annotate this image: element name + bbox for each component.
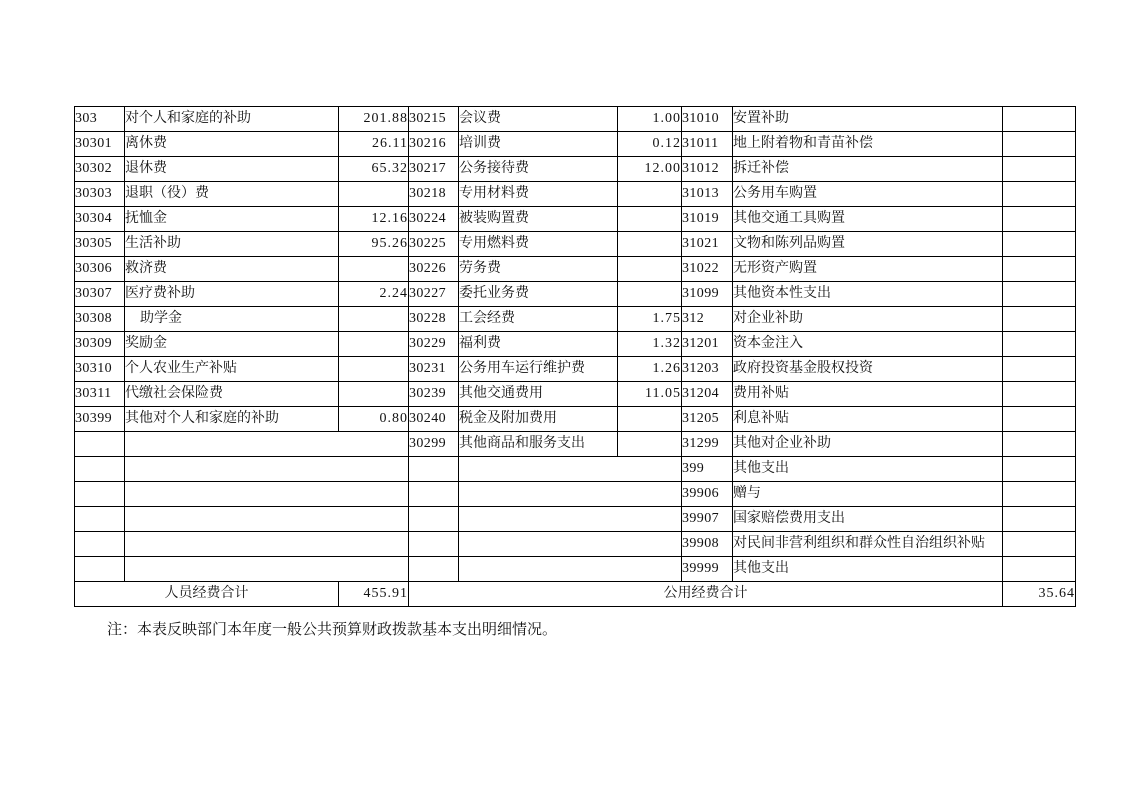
amount-cell <box>1003 257 1076 282</box>
name-cell: 对民间非营利组织和群众性自治组织补贴 <box>733 532 1003 557</box>
amount-cell <box>1003 532 1076 557</box>
name-cell: 专用燃料费 <box>459 232 618 257</box>
name-cell: 对企业补助 <box>733 307 1003 332</box>
empty-cell <box>75 432 125 457</box>
table-row <box>75 407 1076 432</box>
amount-cell <box>618 257 682 282</box>
name-cell: 被装购置费 <box>459 207 618 232</box>
name-cell: 公务接待费 <box>459 157 618 182</box>
code-cell: 30226 <box>409 257 459 282</box>
personnel-total-label: 人员经费合计 <box>75 582 339 607</box>
code-cell: 31019 <box>682 207 733 232</box>
amount-cell: 26.11 <box>339 132 409 157</box>
code-cell: 31099 <box>682 282 733 307</box>
code-cell: 30228 <box>409 307 459 332</box>
code-cell: 30218 <box>409 182 459 207</box>
code-cell: 312 <box>682 307 733 332</box>
empty-cell <box>75 557 125 582</box>
empty-cell <box>125 507 409 532</box>
amount-cell <box>1003 382 1076 407</box>
code-cell: 30299 <box>409 432 459 457</box>
amount-cell <box>1003 132 1076 157</box>
code-cell: 31010 <box>682 107 733 132</box>
code-cell: 30215 <box>409 107 459 132</box>
code-cell: 31205 <box>682 407 733 432</box>
amount-cell <box>618 207 682 232</box>
empty-cell <box>75 482 125 507</box>
amount-cell <box>1003 182 1076 207</box>
name-cell: 其他支出 <box>733 557 1003 582</box>
code-cell: 30308 <box>75 307 125 332</box>
empty-cell <box>125 482 409 507</box>
name-cell: 对个人和家庭的补助 <box>125 107 339 132</box>
empty-cell <box>409 532 459 557</box>
code-cell: 30239 <box>409 382 459 407</box>
amount-cell: 95.26 <box>339 232 409 257</box>
code-cell: 30217 <box>409 157 459 182</box>
code-cell: 39908 <box>682 532 733 557</box>
name-cell: 其他资本性支出 <box>733 282 1003 307</box>
name-cell: 奖励金 <box>125 332 339 357</box>
amount-cell <box>339 257 409 282</box>
code-cell: 31201 <box>682 332 733 357</box>
empty-cell <box>125 432 409 457</box>
amount-cell <box>1003 482 1076 507</box>
table-note: 注：本表反映部门本年度一般公共预算财政拨款基本支出明细情况。 <box>107 622 558 638</box>
code-cell: 30311 <box>75 382 125 407</box>
name-cell: 会议费 <box>459 107 618 132</box>
name-cell: 资本金注入 <box>733 332 1003 357</box>
table-row <box>75 232 1076 257</box>
amount-cell <box>618 182 682 207</box>
table-row <box>75 307 1076 332</box>
table-row <box>75 332 1076 357</box>
amount-cell <box>1003 332 1076 357</box>
code-cell: 30303 <box>75 182 125 207</box>
name-cell: 利息补贴 <box>733 407 1003 432</box>
name-cell: 公务用车运行维护费 <box>459 357 618 382</box>
code-cell: 30399 <box>75 407 125 432</box>
code-cell: 30306 <box>75 257 125 282</box>
code-cell: 31204 <box>682 382 733 407</box>
code-cell: 30231 <box>409 357 459 382</box>
code-cell: 30302 <box>75 157 125 182</box>
amount-cell: 0.12 <box>618 132 682 157</box>
amount-cell <box>618 232 682 257</box>
empty-cell <box>459 457 682 482</box>
name-cell: 个人农业生产补贴 <box>125 357 339 382</box>
code-cell: 31022 <box>682 257 733 282</box>
amount-cell <box>339 382 409 407</box>
amount-cell: 2.24 <box>339 282 409 307</box>
table-row <box>75 457 1076 482</box>
amount-cell: 201.88 <box>339 107 409 132</box>
public-total-label: 公用经费合计 <box>409 582 1003 607</box>
code-cell: 30305 <box>75 232 125 257</box>
amount-cell: 65.32 <box>339 157 409 182</box>
amount-cell: 12.00 <box>618 157 682 182</box>
code-cell: 30216 <box>409 132 459 157</box>
personnel-total-value: 455.91 <box>339 582 409 607</box>
code-cell: 39999 <box>682 557 733 582</box>
name-cell: 培训费 <box>459 132 618 157</box>
table-row <box>75 357 1076 382</box>
table-row <box>75 107 1076 132</box>
amount-cell: 12.16 <box>339 207 409 232</box>
code-cell: 31299 <box>682 432 733 457</box>
empty-cell <box>75 457 125 482</box>
amount-cell <box>1003 557 1076 582</box>
code-cell: 30229 <box>409 332 459 357</box>
name-cell: 其他商品和服务支出 <box>459 432 618 457</box>
amount-cell: 1.32 <box>618 332 682 357</box>
name-cell: 专用材料费 <box>459 182 618 207</box>
name-cell: 无形资产购置 <box>733 257 1003 282</box>
amount-cell <box>1003 157 1076 182</box>
amount-cell <box>1003 357 1076 382</box>
table-row <box>75 207 1076 232</box>
table-row <box>75 557 1076 582</box>
empty-cell <box>409 482 459 507</box>
public-total-value: 35.64 <box>1003 582 1076 607</box>
code-cell: 39907 <box>682 507 733 532</box>
code-cell: 31013 <box>682 182 733 207</box>
code-cell: 39906 <box>682 482 733 507</box>
code-cell: 31011 <box>682 132 733 157</box>
amount-cell <box>339 357 409 382</box>
code-cell: 30309 <box>75 332 125 357</box>
amount-cell <box>1003 457 1076 482</box>
amount-cell <box>339 332 409 357</box>
amount-cell: 1.26 <box>618 357 682 382</box>
name-cell: 医疗费补助 <box>125 282 339 307</box>
name-cell: 福利费 <box>459 332 618 357</box>
code-cell: 30307 <box>75 282 125 307</box>
name-cell: 政府投资基金股权投资 <box>733 357 1003 382</box>
amount-cell <box>1003 232 1076 257</box>
name-cell: 费用补贴 <box>733 382 1003 407</box>
amount-cell <box>618 282 682 307</box>
empty-cell <box>459 482 682 507</box>
name-cell: 国家赔偿费用支出 <box>733 507 1003 532</box>
name-cell: 退休费 <box>125 157 339 182</box>
totals-row <box>75 582 1076 607</box>
name-cell: 其他支出 <box>733 457 1003 482</box>
table-row <box>75 382 1076 407</box>
amount-cell <box>1003 207 1076 232</box>
name-cell: 委托业务费 <box>459 282 618 307</box>
empty-cell <box>459 532 682 557</box>
table-row <box>75 182 1076 207</box>
amount-cell <box>1003 507 1076 532</box>
code-cell: 31012 <box>682 157 733 182</box>
name-cell: 其他对企业补助 <box>733 432 1003 457</box>
amount-cell <box>618 407 682 432</box>
code-cell: 30304 <box>75 207 125 232</box>
name-cell: 其他交通费用 <box>459 382 618 407</box>
name-cell: 其他对个人和家庭的补助 <box>125 407 339 432</box>
empty-cell <box>75 532 125 557</box>
empty-cell <box>75 507 125 532</box>
name-cell: 赠与 <box>733 482 1003 507</box>
amount-cell <box>1003 107 1076 132</box>
table-row <box>75 132 1076 157</box>
name-cell: 劳务费 <box>459 257 618 282</box>
table-row <box>75 282 1076 307</box>
name-cell: 助学金 <box>125 307 339 332</box>
name-cell: 代缴社会保险费 <box>125 382 339 407</box>
name-cell: 工会经费 <box>459 307 618 332</box>
table-row <box>75 507 1076 532</box>
amount-cell <box>618 432 682 457</box>
amount-cell: 11.05 <box>618 382 682 407</box>
table-row <box>75 257 1076 282</box>
amount-cell <box>1003 282 1076 307</box>
name-cell: 抚恤金 <box>125 207 339 232</box>
empty-cell <box>125 457 409 482</box>
empty-cell <box>459 507 682 532</box>
code-cell: 30310 <box>75 357 125 382</box>
code-cell: 30240 <box>409 407 459 432</box>
code-cell: 31203 <box>682 357 733 382</box>
table-row <box>75 157 1076 182</box>
name-cell: 生活补助 <box>125 232 339 257</box>
table-row <box>75 432 1076 457</box>
amount-cell: 0.80 <box>339 407 409 432</box>
code-cell: 31021 <box>682 232 733 257</box>
name-cell: 退职（役）费 <box>125 182 339 207</box>
amount-cell <box>339 182 409 207</box>
amount-cell: 1.00 <box>618 107 682 132</box>
amount-cell: 1.75 <box>618 307 682 332</box>
amount-cell <box>339 307 409 332</box>
amount-cell <box>1003 307 1076 332</box>
code-cell: 30227 <box>409 282 459 307</box>
code-cell: 303 <box>75 107 125 132</box>
name-cell: 拆迁补偿 <box>733 157 1003 182</box>
code-cell: 399 <box>682 457 733 482</box>
empty-cell <box>125 532 409 557</box>
name-cell: 文物和陈列品购置 <box>733 232 1003 257</box>
name-cell: 离休费 <box>125 132 339 157</box>
name-cell: 其他交通工具购置 <box>733 207 1003 232</box>
code-cell: 30224 <box>409 207 459 232</box>
name-cell: 地上附着物和青苗补偿 <box>733 132 1003 157</box>
amount-cell <box>1003 407 1076 432</box>
empty-cell <box>459 557 682 582</box>
name-cell: 安置补助 <box>733 107 1003 132</box>
code-cell: 30301 <box>75 132 125 157</box>
empty-cell <box>409 457 459 482</box>
table-row <box>75 482 1076 507</box>
empty-cell <box>409 507 459 532</box>
name-cell: 公务用车购置 <box>733 182 1003 207</box>
empty-cell <box>125 557 409 582</box>
amount-cell <box>1003 432 1076 457</box>
name-cell: 救济费 <box>125 257 339 282</box>
code-cell: 30225 <box>409 232 459 257</box>
table-row <box>75 532 1076 557</box>
name-cell: 税金及附加费用 <box>459 407 618 432</box>
empty-cell <box>409 557 459 582</box>
expenditure-table <box>74 106 1076 607</box>
